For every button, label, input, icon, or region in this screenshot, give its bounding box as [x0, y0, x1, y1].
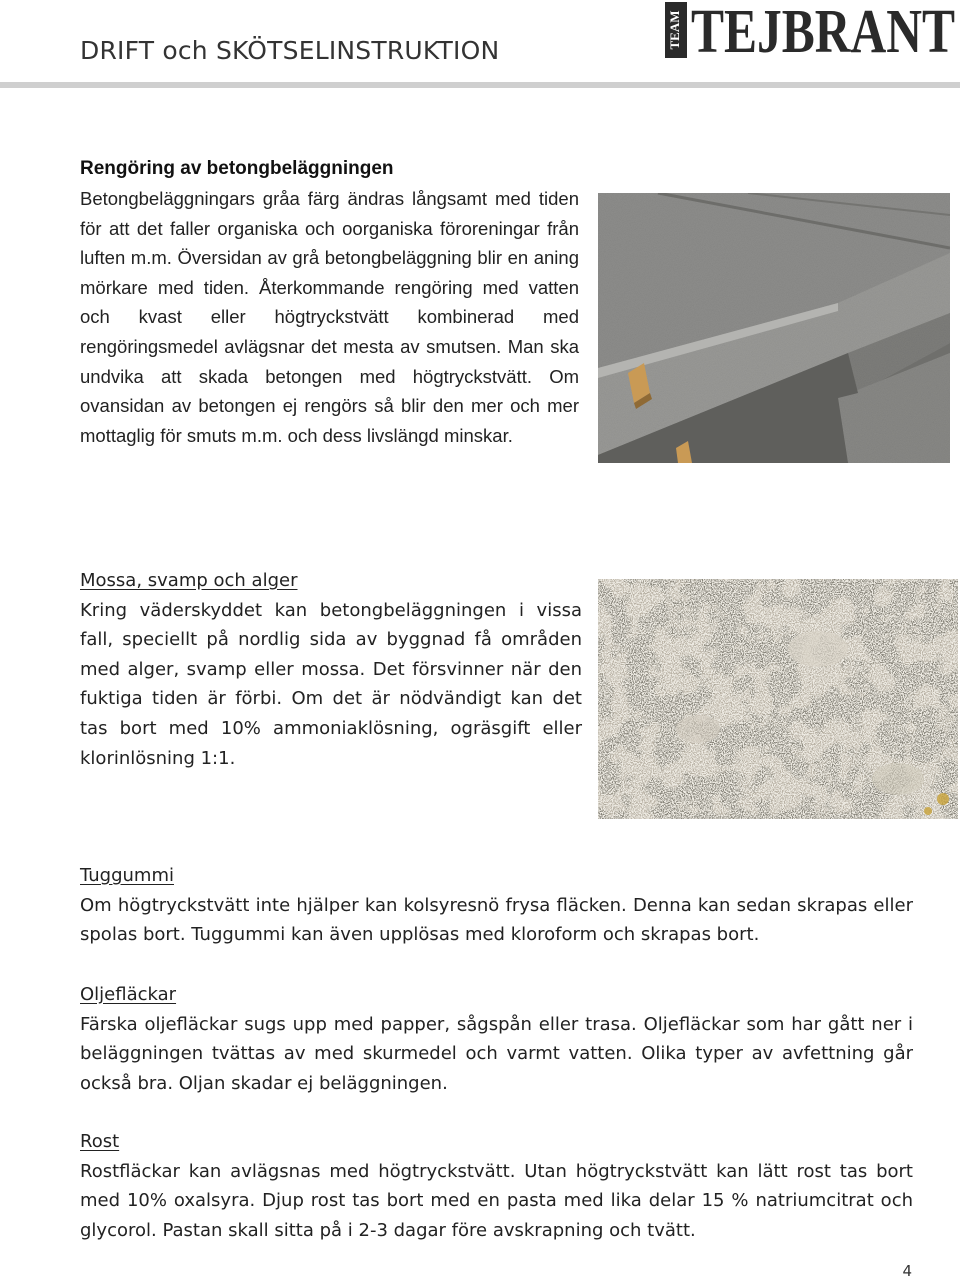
rust-heading: Rost — [80, 1131, 120, 1152]
moss-body: Kring väderskyddet kan betongbeläggningen i vissa fall, speciellt på nordlig sida av byggnad få områden med alger, svamp eller mossa. Det försvinner när den fuktiga tiden är förbi. Om det är nödvändigt kan det tas bort med 10% ammoniaklösning, ogräsgift eller klorinlösning 1:1. — [80, 599, 582, 769]
oil-body: Färska oljefläckar sugs upp med papper, sågspån eller trasa. Oljefläckar som har gått ner i beläggningen tvättas av med skurmedel och varmt vatten. Olika typer av avfettning går också bra. Oljan skadar ej beläggningen. — [80, 1013, 913, 1094]
tejbrant-logo — [663, 0, 960, 62]
concrete-slabs-photo — [598, 193, 950, 463]
moss-lichen-photo — [598, 579, 958, 819]
rust-body: Rostfläckar kan avlägsnas med högtryckstvätt. Utan högtryckstvätt kan lätt rost tas bort med 10% oxalsyra. Djup rost tas bort med en pasta med lika delar 15 % natriumcitrat och glycorol. Pastan skall sitta på i 2-3 dagar före avskrapning och tvätt. — [80, 1160, 913, 1241]
section-gum — [80, 861, 913, 950]
section-rust — [80, 1127, 913, 1245]
gum-body: Om högtryckstvätt inte hjälper kan kolsyresnö frysa fläcken. Denna kan sedan skrapas eller spolas bort. Tuggummi kan även upplösas med kloroform och skrapas bort. — [80, 894, 913, 946]
page-number: 4 — [902, 1262, 912, 1280]
section-cleaning — [80, 154, 579, 450]
section-moss — [80, 566, 582, 773]
header-divider — [0, 82, 960, 88]
logo-team-text: TEAM — [666, 10, 682, 50]
logo-brand-text: TEJBRANT — [691, 0, 955, 62]
section-oil — [80, 980, 913, 1098]
cleaning-heading: Rengöring av betongbeläggningen — [80, 158, 394, 179]
gum-heading: Tuggummi — [80, 865, 174, 886]
document-title: DRIFT och SKÖTSELINSTRUKTION — [80, 36, 500, 65]
cleaning-body: Betongbeläggningars gråa färg ändras långsamt med tiden för att det faller organiska och oorganiska föroreningar från luften m.m. Översidan av grå betongbeläggning blir en aning mörkare med tiden. Återkommande rengöring med vatten och kvast eller högtryckstvätt kombinerad med rengöringsmedel avlägsnar det mesta av smutsen. Man ska undvika att skada betongen med högtryckstvätt. Om ovansidan av betongen ej rengörs så blir den mer och mer mottaglig för smuts m.m. och dess livslängd minskar. — [80, 188, 579, 446]
oil-heading: Oljefläckar — [80, 984, 177, 1005]
moss-heading: Mossa, svamp och alger — [80, 570, 298, 591]
